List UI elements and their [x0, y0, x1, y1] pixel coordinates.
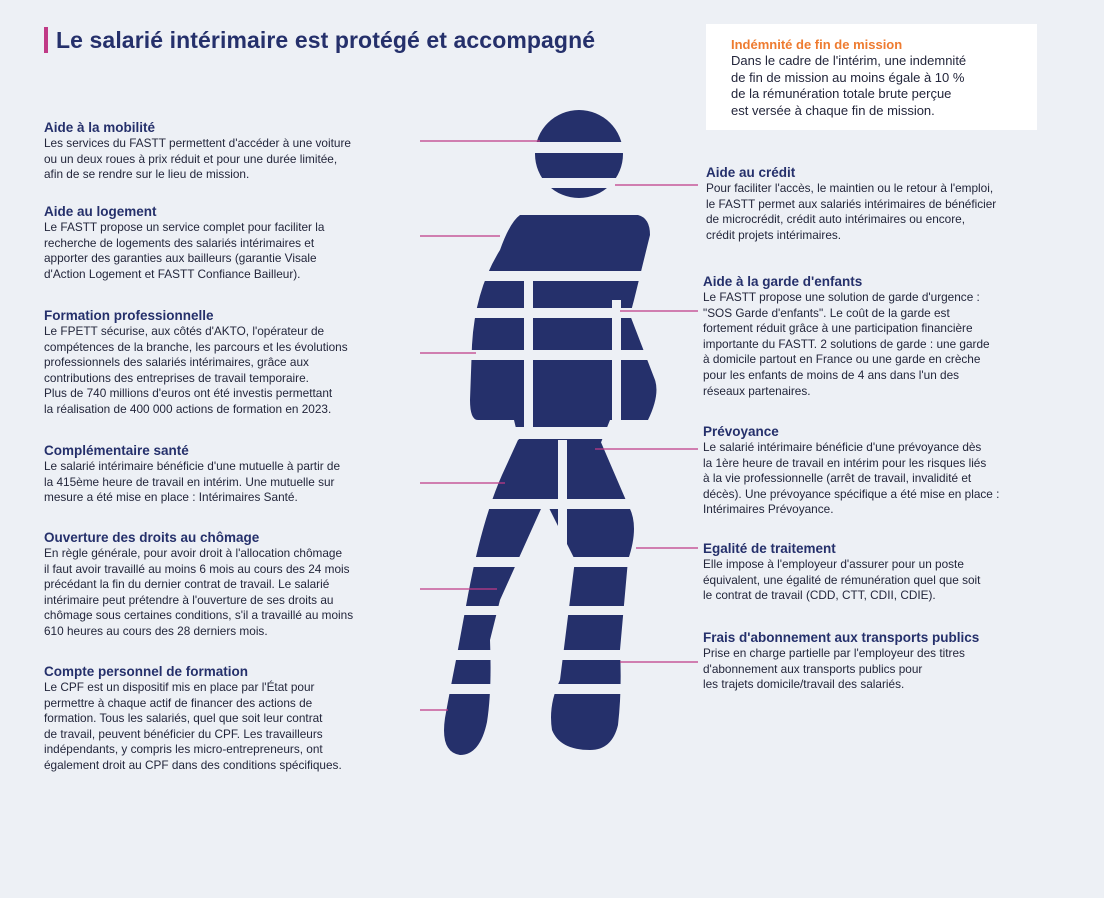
heading-mobilite: Aide à la mobilité [44, 120, 156, 135]
info-prevoyance [703, 423, 999, 518]
heading-prevoyance: Prévoyance [703, 424, 779, 439]
note-heading: Indémnité de fin de mission [731, 37, 903, 52]
text-cpf: Le CPF est un dispositif mis en place par l'État pour permettre à chaque actif de financer des actions de formation. Tous les salariés, quel que soit leur contrat de travail, peuvent bénéficier du CPF. Les travailleurs indépendants, y compris les micro-entrepreneurs, ont également droit au CPF dans des conditions spécifiques. [44, 680, 342, 772]
info-logement [44, 203, 324, 282]
text-mobilite: Les services du FASTT permettent d'accéder à une voiture ou un deux roues à prix réduit et pour une durée limitée, afin de se rendre sur le lieu de mission. [44, 136, 351, 182]
heading-garde-enfants: Aide à la garde d'enfants [703, 274, 863, 289]
info-formation [44, 307, 348, 418]
text-chomage: En règle générale, pour avoir droit à l'allocation chômage il faut avoir travaillé au moins 6 mois au cours des 24 mois précédant la fin du dernier contrat de travail. Le salarié intérimaire peut prétendre à l'ouverture de ses droits au chômage sous certaines conditions, s'il a travaillé au moins 610 heures au cours des 28 derniers mois. [44, 546, 354, 638]
info-transports [703, 629, 979, 693]
info-cpf [44, 663, 342, 774]
text-credit: Pour faciliter l'accès, le maintien ou le retour à l'emploi, le FASTT permet aux salariés intérimaires de bénéficier de microcrédit, crédit auto intérimaires ou encore, crédit projets intérimaires. [706, 181, 997, 242]
text-sante: Le salarié intérimaire bénéficie d'une mutuelle à partir de la 415ème heure de travail en intérim. Une mutuelle sur mesure a été mise en place : Intérimaires Santé. [44, 459, 341, 505]
info-sante [44, 442, 340, 506]
heading-cpf: Compte personnel de formation [44, 664, 249, 679]
heading-sante: Complémentaire santé [44, 443, 189, 458]
text-egalite: Elle impose à l'employeur d'assurer pour un poste équivalent, une égalité de rémunération quel que soit le contrat de travail (CDD, CTT, CDII, CDIE). [703, 557, 981, 603]
heading-transports: Frais d'abonnement aux transports publics [703, 630, 980, 645]
heading-logement: Aide au logement [44, 204, 157, 219]
heading-chomage: Ouverture des droits au chômage [44, 530, 260, 545]
heading-egalite: Egalité de traitement [703, 541, 836, 556]
info-chomage [44, 529, 353, 640]
text-transports: Prise en charge partielle par l'employeur des titres d'abonnement aux transports publics pour les trajets domicile/travail des salariés. [703, 646, 965, 692]
heading-formation: Formation professionnelle [44, 308, 214, 323]
info-credit [706, 164, 996, 243]
text-logement: Le FASTT propose un service complet pour faciliter la recherche de logements des salariés intérimaires et apporter des garanties aux bailleurs (garantie Visale d'Action Logement et FASTT Confiance Bailleur). [44, 220, 325, 281]
info-mobilite [44, 119, 351, 183]
text-formation: Le FPETT sécurise, aux côtés d'AKTO, l'opérateur de compétences de la branche, les parcours et les évolutions professionnels des salariés intérimaires, grâce aux contributions des entreprises de travail temporaire. Plus de 740 millions d'euros ont été investis permettant la réalisation de 400 000 actions de formation en 2023. [44, 324, 348, 416]
text-garde-enfants: Le FASTT propose une solution de garde d'urgence : "SOS Garde d'enfants". Le coût de la garde est fortement réduit grâce à une participation financière importante du FASTT. 2 solutions de garde : une garde à domicile partout en France ou une garde en crèche pour les enfants de moins de 4 ans dans l'un des réseaux partenaires. [703, 290, 990, 398]
note-body: Dans le cadre de l'intérim, une indemnité de fin de mission au moins égale à 10 % de la rémunération totale brute perçue est versée à chaque fin de mission. [731, 53, 967, 118]
info-garde-enfants [703, 273, 990, 399]
heading-credit: Aide au crédit [706, 165, 796, 180]
info-egalite [703, 540, 980, 604]
page-title: Le salarié intérimaire est protégé et accompagné [56, 27, 596, 53]
text-prevoyance: Le salarié intérimaire bénéficie d'une prévoyance dès la 1ère heure de travail en intérim pour les risques liés à la vie professionnelle (arrêt de travail, invalidité et décès). Une prévoyance spécifique a été mise en place : Intérimaires Prévoyance. [703, 440, 1000, 517]
